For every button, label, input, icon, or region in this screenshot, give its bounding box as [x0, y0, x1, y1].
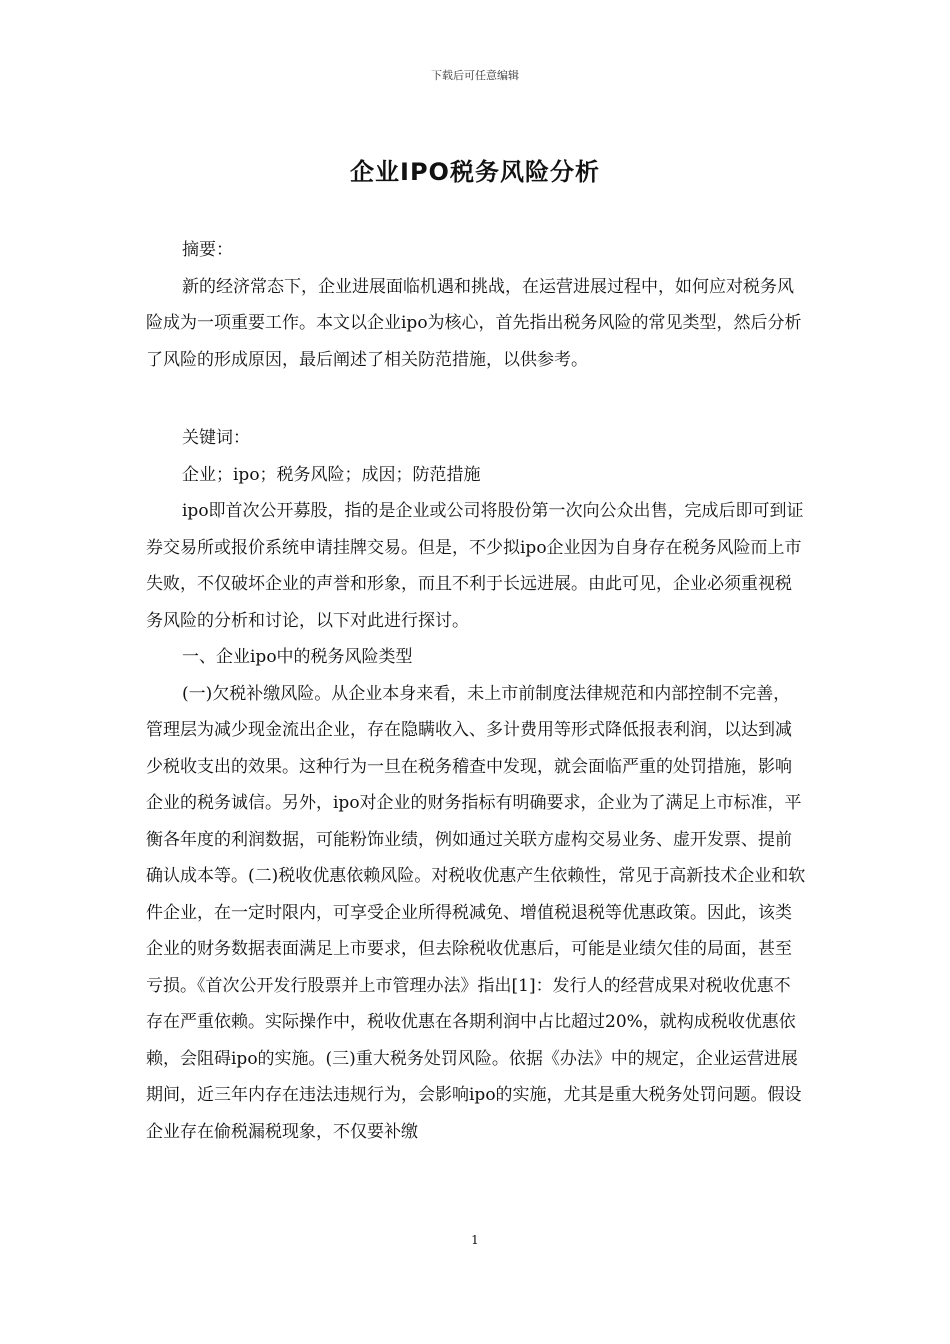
abstract-text: 新的经济常态下，企业进展面临机遇和挑战，在运营进展过程中，如何应对税务风险成为一项重要工作。本文以企业ipo为核心，首先指出税务风险的常见类型，然后分析了风险的形成原因，最后阐述了相关防范措施，以供参考。: [146, 276, 802, 370]
document-body: [146, 232, 806, 1150]
page-number: 1: [471, 1233, 479, 1247]
page-title: 企业IPO税务风险分析: [350, 158, 600, 186]
section-heading: 一、企业ipo中的税务风险类型: [182, 647, 413, 667]
section-paragraph: (一)欠税补缴风险。从企业本身来看，未上市前制度法律规范和内部控制不完善，管理层为减少现金流出企业，存在隐瞒收入、多计费用等形式降低报表利润，以达到减少税收支出的效果。这种行为一旦在税务稽查中发现，就会面临严重的处罚措施，影响企业的税务诚信。另外，ipo对企业的财务指标有明确要求，企业为了满足上市标准，平衡各年度的利润数据，可能粉饰业绩，例如通过关联方虚构交易业务、虚开发票、提前确认成本等。(二)税收优惠依赖风险。对税收优惠产生依赖性，常见于高新技术企业和软件企业，在一定时限内，可享受企业所得税减免、增值税退税等优惠政策。因此，该类企业的财务数据表面满足上市要求，但去除税收优惠后，可能是业绩欠佳的局面，甚至亏损。《首次公开发行股票并上市管理办法》指出[1]：发行人的经营成果对税收优惠不存在严重依赖。实际操作中，税收优惠在各期利润中占比超过20%，就构成税收优惠依赖，会阻碍ipo的实施。(三)重大税务处罚风险。依据《办法》中的规定，企业运营进展期间，近三年内存在违法违规行为，会影响ipo的实施，尤其是重大税务处罚问题。假设企业存在偷税漏税现象，不仅要补缴: [146, 683, 806, 1142]
keywords-label: 关键词：: [182, 428, 250, 448]
paragraph-spacer: [146, 378, 806, 420]
abstract-label: 摘要：: [182, 240, 233, 260]
header-note: 下载后可任意编辑: [431, 69, 519, 82]
intro-paragraph: ipo即首次公开募股，指的是企业或公司将股份第一次向公众出售，完成后即可到证券交易所或报价系统申请挂牌交易。但是，不少拟ipo企业因为自身存在税务风险而上市失败，不仅破坏企业的声誉和形象，而且不利于长远进展。由此可见，企业必须重视税务风险的分析和讨论，以下对此进行探讨。: [146, 501, 804, 631]
keywords-text: 企业；ipo；税务风险；成因；防范措施: [182, 464, 481, 485]
